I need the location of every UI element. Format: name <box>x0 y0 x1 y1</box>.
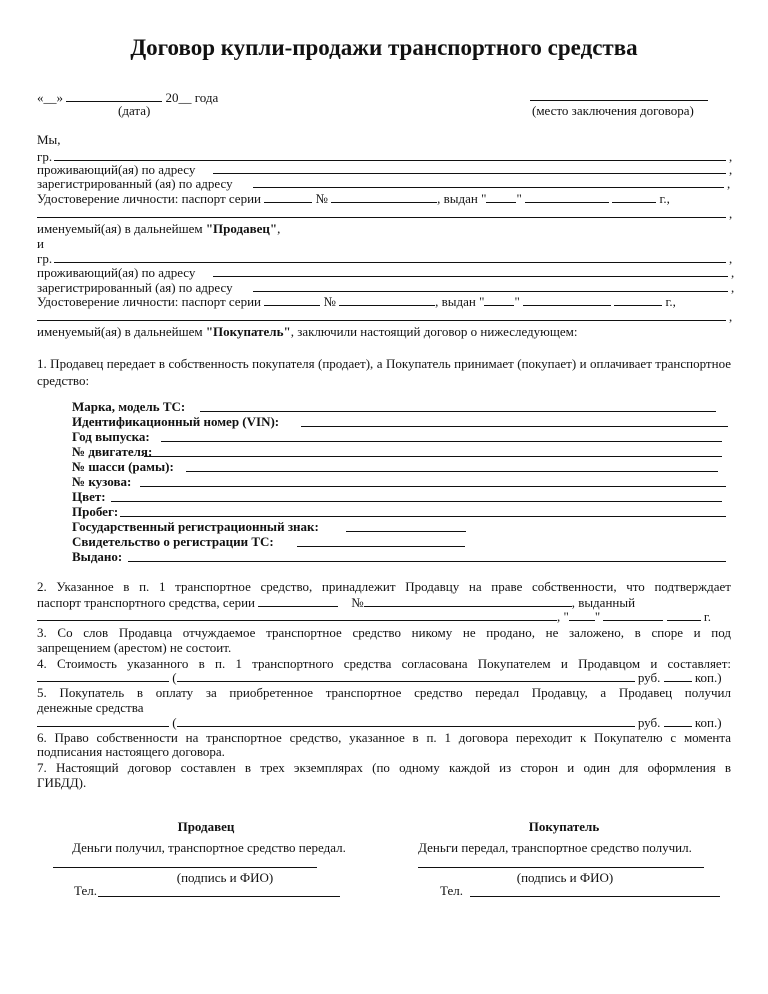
id-label: Удостоверение личности: паспорт серии <box>37 294 261 309</box>
quote-open: , " <box>557 609 569 624</box>
buyer-residing-blank[interactable] <box>213 276 728 277</box>
comma: , <box>277 221 281 236</box>
seller-phone-label: Тел. <box>74 883 97 898</box>
clause-2-line-3 <box>37 610 711 623</box>
clause-7-line-2: ГИБДД). <box>37 775 87 790</box>
vehicle-field-blank[interactable] <box>346 531 466 532</box>
buyer-id-line <box>37 295 676 308</box>
vehicle-field-blank[interactable] <box>301 426 728 427</box>
buyer-signature-text: Деньги передал, транспортное средство получил. <box>418 840 692 855</box>
seller-registered-label: зарегистрированный (ая) по адресу <box>37 176 233 191</box>
seller-residing-label: проживающий(ая) по адресу <box>37 162 196 177</box>
buyer-signature-title: Покупатель <box>528 819 600 834</box>
buyer-sign-caption: (подпись и ФИО) <box>516 870 614 885</box>
seller-signature-title: Продавец <box>177 819 235 834</box>
quote: " <box>516 191 522 206</box>
number-sign: № <box>351 595 364 610</box>
vehicle-field-label: Пробег: <box>72 504 119 519</box>
year-label: г. <box>703 609 711 624</box>
buyer-phone-blank[interactable] <box>470 896 720 897</box>
clause-2-line-1: 2. Указанное в п. 1 транспортное средство, принадлежит Продавцу на праве собственности, что подтверждает <box>37 579 731 594</box>
issued-month-blank[interactable] <box>523 295 611 306</box>
vehicle-field-blank[interactable] <box>128 561 726 562</box>
pts-series-blank[interactable] <box>258 596 338 607</box>
kop-blank[interactable] <box>664 671 692 682</box>
passport-text: паспорт транспортного средства, серии <box>37 595 256 610</box>
pts-issuer-blank[interactable] <box>37 610 557 621</box>
seller-residing-blank[interactable] <box>213 173 726 174</box>
agreement-intro: , заключили настоящий договор о нижеследующем: <box>290 324 578 339</box>
clause-6-line-1: 6. Право собственности на транспортное средство, указанное в п. 1 договора переходит к Покупателю с момента <box>37 730 731 745</box>
issued-month-blank[interactable] <box>525 192 609 203</box>
vehicle-field-label: Идентификационный номер (VIN): <box>72 414 280 429</box>
date-month-blank[interactable] <box>66 91 162 102</box>
place-caption: (место заключения договора) <box>532 103 694 118</box>
paren-open: ( <box>172 670 177 685</box>
and-text: и <box>37 236 44 251</box>
seller-issuer-blank[interactable] <box>37 217 726 218</box>
issued-day-blank[interactable] <box>484 295 514 306</box>
clause-3-line-2: запрещением (арестом) не состоит. <box>37 640 232 655</box>
passport-series-blank[interactable] <box>264 295 320 306</box>
date-day: «__» <box>37 90 63 105</box>
buyer-registered-blank[interactable] <box>253 291 728 292</box>
kop-label: коп.) <box>694 715 722 730</box>
paren-open: ( <box>172 715 177 730</box>
date-caption: (дата) <box>118 103 151 118</box>
paid-words-blank[interactable] <box>177 716 635 727</box>
buyer-signature-blank[interactable] <box>418 867 704 868</box>
pts-day-blank[interactable] <box>569 610 595 621</box>
clause-1: 1. Продавец передает в собственность покупателя (продает), а Покупатель принимает (покупает) и оплачивает транспортное средство: <box>37 356 731 388</box>
number-sign: № <box>323 294 336 309</box>
seller-name-blank[interactable] <box>54 160 726 161</box>
vehicle-field-label: № шасси (рамы): <box>72 459 174 474</box>
vehicle-field-blank[interactable] <box>111 501 722 502</box>
vehicle-field-blank[interactable] <box>140 486 726 487</box>
clause-5-line-2: денежные средства <box>37 700 144 715</box>
vehicle-field-blank[interactable] <box>297 546 465 547</box>
comma: , <box>727 176 731 191</box>
buyer-registered-label: зарегистрированный (ая) по адресу <box>37 280 233 295</box>
comma: , <box>731 280 735 295</box>
vehicle-field-blank[interactable] <box>161 441 722 442</box>
rub-label: руб. <box>637 670 661 685</box>
price-words-blank[interactable] <box>177 671 635 682</box>
passport-number-blank[interactable] <box>339 295 435 306</box>
clause-4: 4. Стоимость указанного в п. 1 транспортного средства согласована Покупателем и Продавцом и составляет: <box>37 656 731 671</box>
buyer-gr-label: гр. <box>37 251 53 266</box>
issued-text: , выданный <box>571 595 636 610</box>
vehicle-field-label: № кузова: <box>72 474 132 489</box>
pts-number-blank[interactable] <box>364 596 572 607</box>
pts-year-blank[interactable] <box>667 610 701 621</box>
vehicle-field-label: Цвет: <box>72 489 106 504</box>
seller-named-line <box>37 222 280 235</box>
passport-series-blank[interactable] <box>264 192 312 203</box>
vehicle-field-label: Марка, модель ТС: <box>72 399 186 414</box>
comma: , <box>729 149 733 164</box>
clause-6-line-2: подписания настоящего договора. <box>37 744 225 759</box>
named-as: именуемый(ая) в дальнейшем <box>37 324 203 339</box>
buyer-role: "Покупатель" <box>205 324 291 339</box>
buyer-phone-label: Тел. <box>440 883 463 898</box>
vehicle-field-blank[interactable] <box>144 456 722 457</box>
year-comma: г., <box>665 294 676 309</box>
price-digits-blank[interactable] <box>37 671 169 682</box>
vehicle-field-label: Выдано: <box>72 549 123 564</box>
issued-year-blank[interactable] <box>614 295 662 306</box>
issued-day-blank[interactable] <box>486 192 516 203</box>
seller-gr-label: гр. <box>37 149 53 164</box>
vehicle-field-label: Свидетельство о регистрации ТС: <box>72 534 274 549</box>
clause-3-line-1: 3. Со слов Продавца отчуждаемое транспортное средство никому не продано, не заложено, в споре и под <box>37 625 731 640</box>
named-as: именуемый(ая) в дальнейшем <box>37 221 203 236</box>
we-text: Мы, <box>37 132 61 147</box>
seller-sign-caption: (подпись и ФИО) <box>176 870 274 885</box>
vehicle-field-label: Год выпуска: <box>72 429 150 444</box>
issued-label: , выдан " <box>435 294 485 309</box>
id-label: Удостоверение личности: паспорт серии <box>37 191 261 206</box>
number-sign: № <box>315 191 328 206</box>
paid-digits-blank[interactable] <box>37 716 169 727</box>
kop-label: коп.) <box>694 670 722 685</box>
seller-signature-blank[interactable] <box>53 867 317 868</box>
vehicle-field-label: № двигателя: <box>72 444 153 459</box>
date-year: 20__ года <box>165 90 219 105</box>
seller-registered-blank[interactable] <box>253 187 724 188</box>
comma: , <box>729 162 733 177</box>
buyer-name-blank[interactable] <box>54 262 726 263</box>
seller-id-line <box>37 192 670 205</box>
quote: " <box>514 294 520 309</box>
rub-label: руб. <box>637 715 661 730</box>
comma: , <box>731 265 735 280</box>
buyer-issuer-blank[interactable] <box>37 320 726 321</box>
clause-5-line-1: 5. Покупатель в оплату за приобретенное транспортное средство передал Продавцу, а Продавец получил <box>37 685 731 700</box>
place-blank[interactable] <box>530 100 708 101</box>
issued-year-blank[interactable] <box>612 192 656 203</box>
clause-5-amount-line <box>37 716 722 729</box>
vehicle-field-blank[interactable] <box>120 516 726 517</box>
passport-number-blank[interactable] <box>331 192 437 203</box>
page-title: Договор купли-продажи транспортного средства <box>130 35 638 60</box>
kop-blank[interactable] <box>664 716 692 727</box>
pts-month-blank[interactable] <box>603 610 663 621</box>
vehicle-field-label: Государственный регистрационный знак: <box>72 519 319 534</box>
comma: , <box>729 251 733 266</box>
issued-label: , выдан " <box>437 191 487 206</box>
vehicle-field-blank[interactable] <box>186 471 718 472</box>
buyer-residing-label: проживающий(ая) по адресу <box>37 265 196 280</box>
year-comma: г., <box>659 191 670 206</box>
quote-close: " <box>594 609 601 624</box>
comma: , <box>729 309 733 324</box>
seller-signature-text: Деньги получил, транспортное средство передал. <box>72 840 346 855</box>
clause-4-amount-line <box>37 671 722 684</box>
comma: , <box>729 206 733 221</box>
clause-7-line-1: 7. Настоящий договор составлен в трех экземплярах (по одному каждой из сторон и один для оформления в <box>37 760 731 775</box>
buyer-named-line <box>37 325 578 338</box>
vehicle-field-blank[interactable] <box>200 411 716 412</box>
seller-role: "Продавец" <box>205 221 278 236</box>
seller-phone-blank[interactable] <box>98 896 340 897</box>
clause-2-line-2 <box>37 596 635 609</box>
